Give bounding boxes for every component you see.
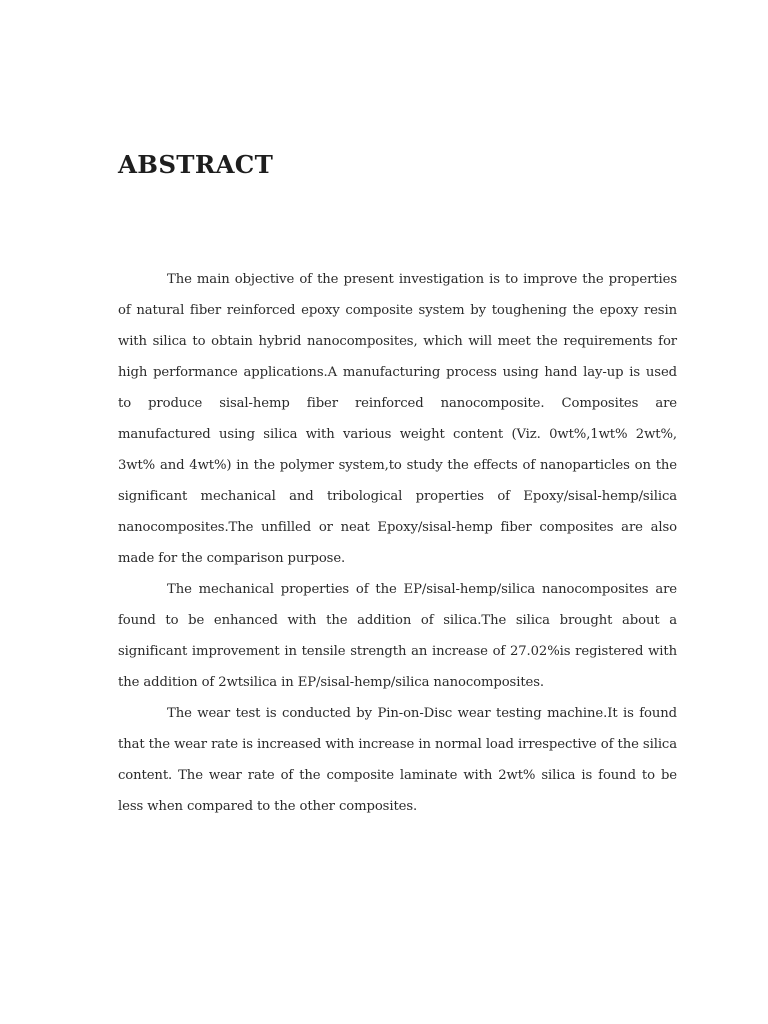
- abstract-heading: ABSTRACT: [118, 150, 274, 179]
- abstract-body: [118, 264, 677, 822]
- paragraph-mechanical-properties: The mechanical properties of the EP/sisal-hemp/silica nanocomposites are found to be enhanced with the addition of silica.The silica brought about a significant improvement in tensile strength an increase of 27.02%is registered with the addition of 2wtsilica in EP/sisal-hemp/silica nanocomposites.: [118, 582, 677, 690]
- paragraph-wear-test: The wear test is conducted by Pin-on-Disc wear testing machine.It is found that the wear rate is increased with increase in normal load irrespective of the silica content. The wear rate of the composite laminate with 2wt% silica is found to be less when compared to the other composites.: [118, 706, 677, 814]
- paragraph-objective: The main objective of the present investigation is to improve the properties of natural fiber reinforced epoxy composite system by toughening the epoxy resin with silica to obtain hybrid nanocomposites, which will meet the requirements for high performance applications.A manufacturing process using hand lay-up is used to produce sisal-hemp fiber reinforced nanocomposite. Composites are manufactured using silica with various weight content (Viz. 0wt%,1wt% 2wt%, 3wt% and 4wt%) in the polymer system,to study the effects of nanoparticles on the significant mechanical and tribological properties of Epoxy/sisal-hemp/silica nanocomposites.The unfilled or neat Epoxy/sisal-hemp fiber composites are also made for the comparison purpose.: [118, 272, 677, 566]
